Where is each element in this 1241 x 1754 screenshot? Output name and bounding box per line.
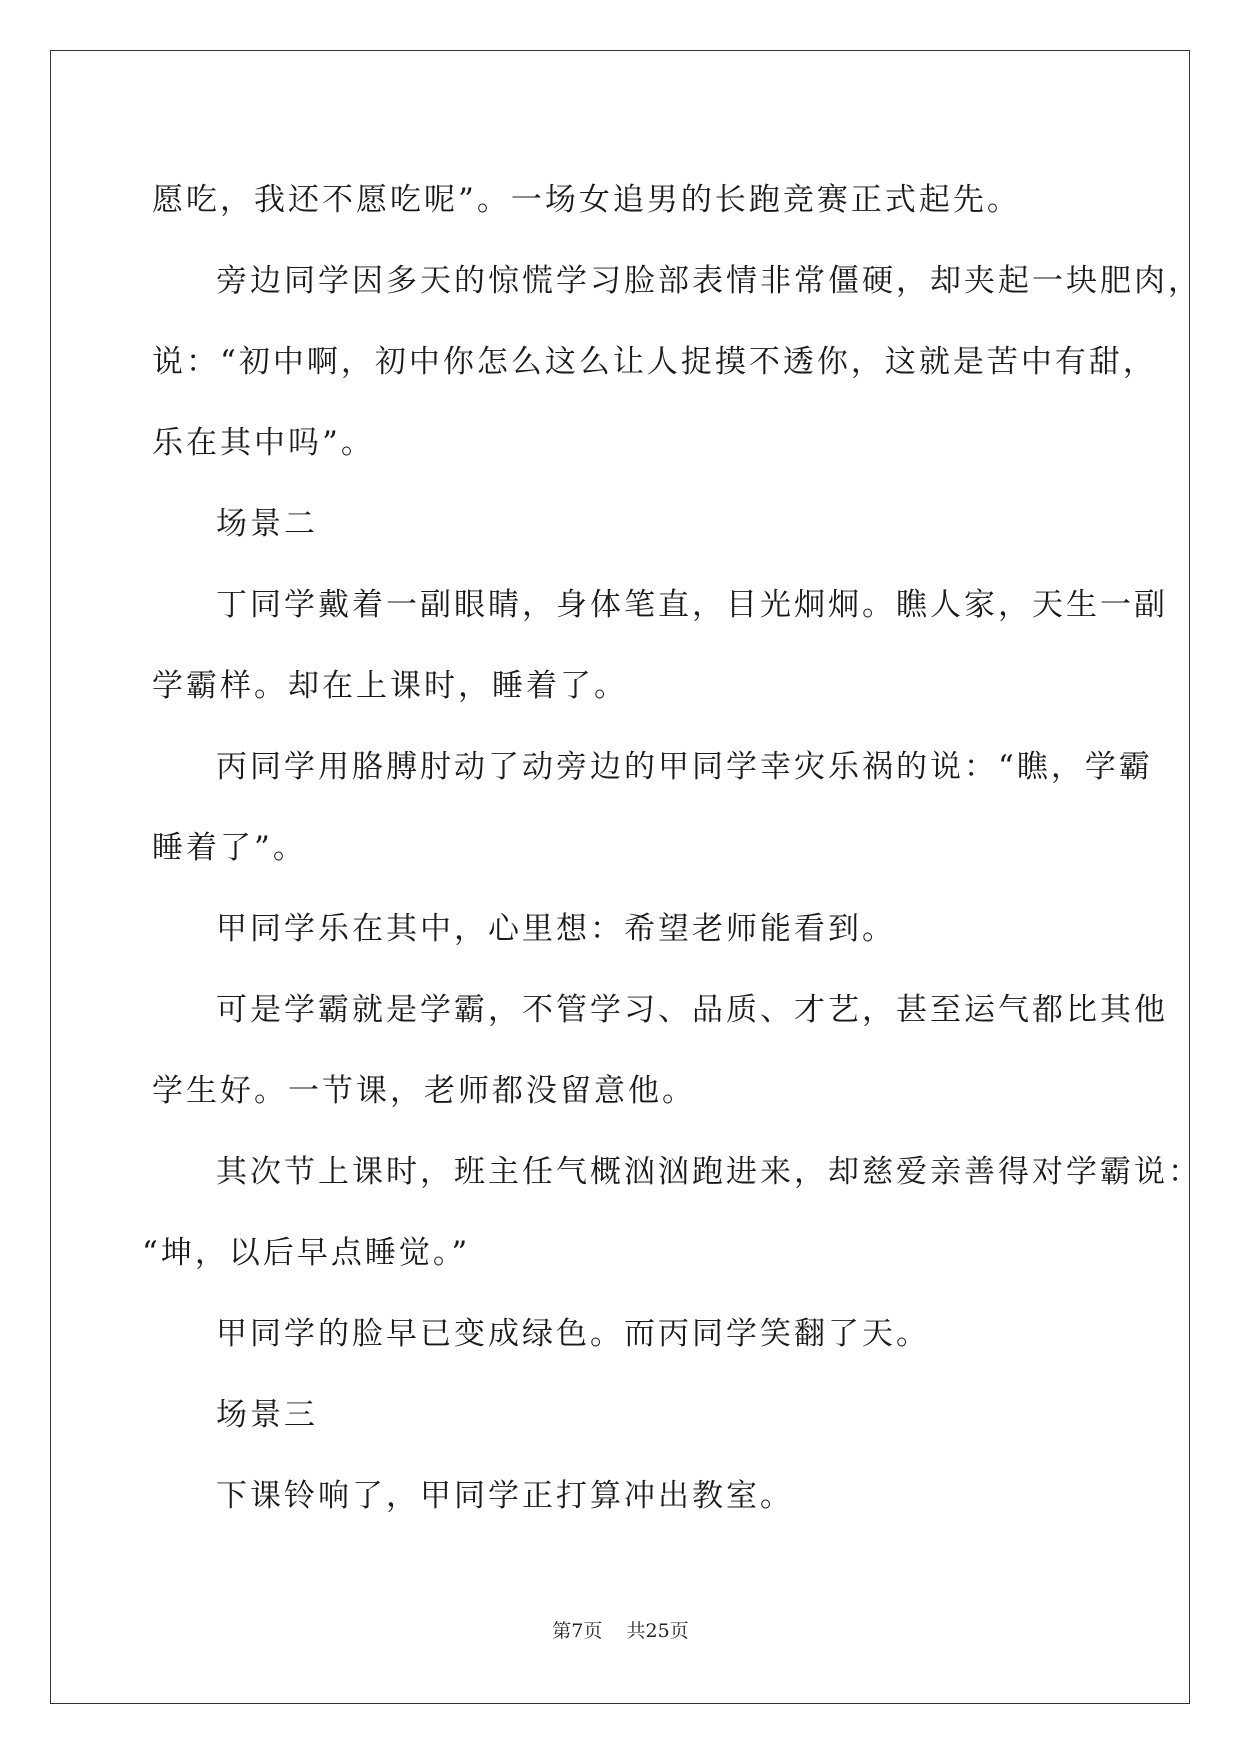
paragraph-line: 学霸样。却在上课时，睡着了。 (152, 668, 628, 704)
page-footer (0, 1616, 1241, 1643)
paragraph-line: 甲同学乐在其中，心里想：希望老师能看到。 (216, 911, 896, 947)
section-heading: 场景三 (216, 1397, 318, 1433)
section-heading: 场景二 (216, 506, 318, 542)
paragraph-line: 丙同学用胳膊肘动了动旁边的甲同学幸灾乐祸的说：“瞧，学霸 (216, 749, 1153, 785)
paragraph-line: 下课铃响了，甲同学正打算冲出教室。 (216, 1478, 794, 1514)
paragraph-line: 其次节上课时，班主任气概汹汹跑进来，却慈爱亲善得对学霸说： (216, 1154, 1202, 1190)
paragraph-line: “坤，以后早点睡觉。” (142, 1235, 471, 1271)
paragraph-line: 愿吃，我还不愿吃呢”。一场女追男的长跑竞赛正式起先。 (152, 182, 1021, 218)
page-number: 第7页 (552, 1620, 603, 1642)
document-body (142, 160, 1202, 1537)
paragraph-line: 学生好。一节课，老师都没留意他。 (152, 1073, 696, 1109)
paragraph-line: 旁边同学因多天的惊慌学习脸部表情非常僵硬，却夹起一块肥肉， (216, 263, 1202, 299)
paragraph-line: 丁同学戴着一副眼睛，身体笔直，目光炯炯。瞧人家，天生一副 (216, 587, 1168, 623)
paragraph-line: 乐在其中吗”。 (152, 425, 375, 461)
paragraph-line: 甲同学的脸早已变成绿色。而丙同学笑翻了天。 (216, 1316, 930, 1352)
paragraph-line: 说：“初中啊，初中你怎么这么让人捉摸不透你，这就是苦中有甜， (152, 344, 1157, 380)
page-total: 共25页 (626, 1620, 689, 1642)
paragraph-line: 可是学霸就是学霸，不管学习、品质、才艺，甚至运气都比其他 (216, 992, 1168, 1028)
paragraph-line: 睡着了”。 (152, 830, 307, 866)
